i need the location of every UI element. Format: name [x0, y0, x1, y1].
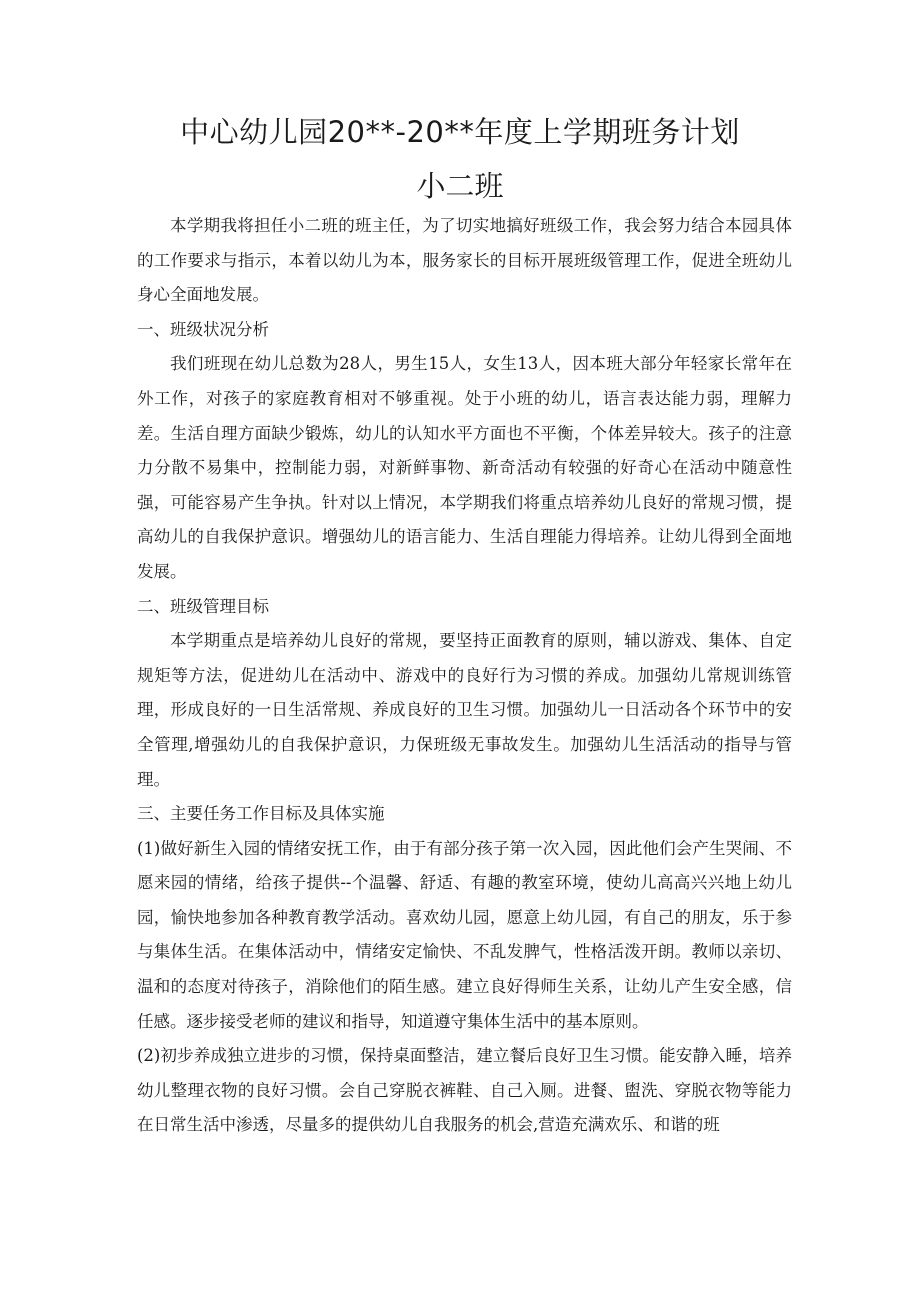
section-heading-1: 一、班级状况分析 [137, 319, 269, 339]
section-heading-3: 三、主要任务工作目标及具体实施 [137, 804, 385, 824]
section-heading-2: 二、班级管理目标 [137, 596, 269, 616]
intro-paragraph: 本学期我将担任小二班的班主任，为了切实地搞好班级工作，我会努力结合本园具体的工作要求与指示，本着以幼儿为本，服务家长的目标开展班级管理工作，促进全班幼儿身心全面地发展。 [137, 216, 792, 305]
section-paragraph-1: 我们班现在幼儿总数为28人，男生15人，女生13人，因本班大部分年轻家长常年在外工作，对孩子的家庭教育相对不够重视。处于小班的幼儿，语言表达能力弱，理解力差。生活自理方面缺少锻炼，幼儿的认知水平方面也不平衡，个体差异较大。孩子的注意力分散不易集中，控制能力弱，对新鲜事物、新奇活动有较强的好奇心在活动中随意性强，可能容易产生争执。针对以上情况，本学期我们将重点培养幼儿良好的常规习惯，提高幼儿的自我保护意识。增强幼儿的语言能力、生活自理能力得培养。让幼儿得到全面地发展。 [137, 354, 792, 581]
section-paragraph-2: 本学期重点是培养幼儿良好的常规，要坚持正面教育的原则，辅以游戏、集体、自定规矩等方法，促进幼儿在活动中、游戏中的良好行为习惯的养成。加强幼儿常规训练管理，形成良好的一日生活常规、养成良好的卫生习惯。加强幼儿一日活动各个环节中的安全管理,增强幼儿的自我保护意识，力保班级无事故发生。加强幼儿生活活动的指导与管理。 [137, 631, 792, 789]
list-item-1: (1)做好新生入园的情绪安抚工作，由于有部分孩子第一次入园，因此他们会产生哭闹、不愿来园的情绪，给孩子提供--个温馨、舒适、有趣的教室环境，使幼儿高高兴兴地上幼儿园，愉快地参加各种教育教学活动。喜欢幼儿园，愿意上幼儿园，有自己的朋友，乐于参与集体生活。在集体活动中，情绪安定愉快、不乱发脾气，性格活泼开朗。教师以亲切、温和的态度对待孩子，消除他们的陌生感。建立良好得师生关系，让幼儿产生安全感，信任感。逐步接受老师的建议和指导，知道遵守集体生活中的基本原则。 [137, 838, 792, 1031]
page-subtitle: 小二班 [416, 169, 504, 203]
page-title: 中心幼儿园20**-20**年度上学期班务计划 [180, 115, 740, 149]
list-item-2: (2)初步养成独立进步的习惯，保持桌面整洁，建立餐后良好卫生习惯。能安静入睡，培养幼儿整理衣物的良好习惯。会自己穿脱衣裤鞋、自己入厕。进餐、盥洗、穿脱衣物等能力在日常生活中渗透，尽量多的提供幼儿自我服务的机会,营造充满欢乐、和谐的班 [137, 1046, 792, 1135]
document-body [137, 209, 792, 1143]
